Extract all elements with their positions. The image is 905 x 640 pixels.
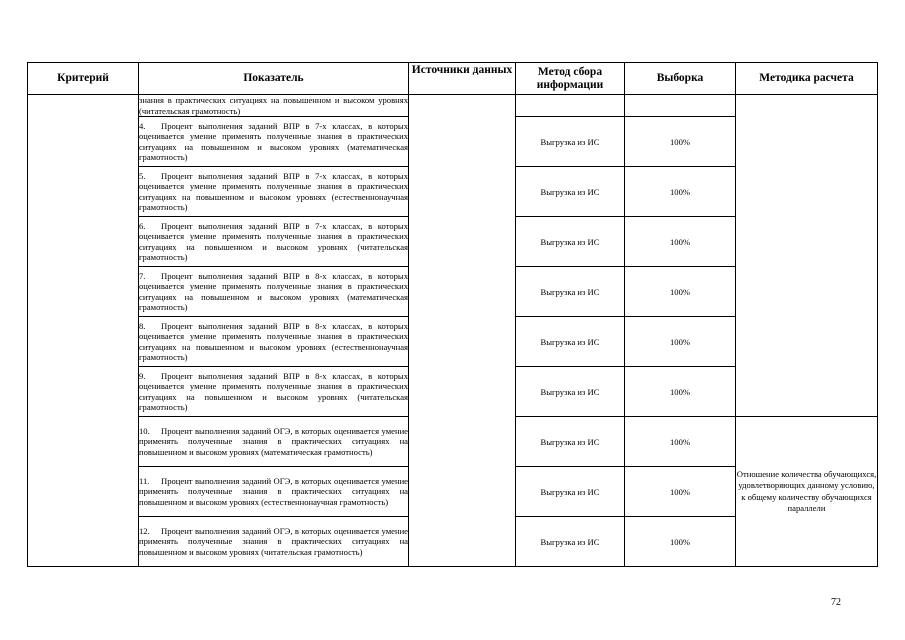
method-cell: Выгрузка из ИС (516, 117, 625, 167)
indicators-table (27, 62, 878, 567)
indicator-text: Процент выполнения заданий ОГЭ, в которых оценивается умение применять полученные знания в практических ситуациях на повышенном и высоком уровнях (читательская грамотность) (139, 526, 408, 557)
indicator-text: Процент выполнения заданий ВПР в 7-х классах, в которых оценивается умение применять полученные знания в практических ситуациях на повышенном и высоком уровнях (математическая грамотность) (139, 121, 408, 162)
method-cell: Выгрузка из ИС (516, 417, 625, 467)
indicator-cell (139, 267, 409, 317)
indicator-text: Процент выполнения заданий ОГЭ, в которых оценивается умение применять полученные знания в практических ситуациях на повышенном и высоком уровнях (естественнонаучная грамотность) (139, 476, 408, 507)
indicator-cell (139, 117, 409, 167)
method-cell: Выгрузка из ИС (516, 217, 625, 267)
table-header-row (28, 63, 878, 95)
method-cell: Выгрузка из ИС (516, 317, 625, 367)
method-cell: Выгрузка из ИС (516, 167, 625, 217)
method-cell (516, 95, 625, 117)
indicator-cell (139, 167, 409, 217)
method-cell: Выгрузка из ИС (516, 517, 625, 567)
sample-cell: 100% (625, 167, 736, 217)
indicator-number: 7. (139, 271, 146, 282)
indicator-text: Процент выполнения заданий ВПР в 7-х классах, в которых оценивается умение применять полученные знания в практических ситуациях на повышенном и высоком уровнях (читательская грамотность) (139, 221, 408, 262)
sample-cell: 100% (625, 117, 736, 167)
indicator-cell (139, 467, 409, 517)
indicator-cell (139, 367, 409, 417)
indicator-text: Процент выполнения заданий ВПР в 7-х классах, в которых оценивается умение применять полученные знания в практических ситуациях на повышенном и высоком уровнях (естественнонаучная грамотность) (139, 171, 408, 212)
header-calc: Методика расчета (736, 63, 878, 95)
indicator-number: 4. (139, 121, 146, 132)
header-sample: Выборка (625, 63, 736, 95)
method-cell: Выгрузка из ИС (516, 267, 625, 317)
calc-formula-cell: Отношение количества обучающихся, удовлетворяющих данному условию, к общему количеству обучающихся параллели (736, 417, 878, 567)
indicator-text: Процент выполнения заданий ОГЭ, в которых оценивается умение применять полученные знания в практических ситуациях на повышенном и высоком уровнях (математическая грамотность) (139, 426, 408, 457)
method-cell: Выгрузка из ИС (516, 367, 625, 417)
indicator-text: Процент выполнения заданий ВПР в 8-х классах, в которых оценивается умение применять полученные знания в практических ситуациях на повышенном и высоком уровнях (математическая грамотность) (139, 271, 408, 312)
indicator-cell (139, 417, 409, 467)
criterion-cell (28, 95, 139, 567)
header-indicator: Показатель (139, 63, 409, 95)
method-cell: Выгрузка из ИС (516, 467, 625, 517)
indicator-cell: знания в практических ситуациях на повышенном и высоком уровнях (читательская грамотность) (139, 95, 408, 116)
header-method: Метод сбора информации (516, 63, 625, 95)
page-number: 72 (831, 597, 841, 608)
indicator-text: Процент выполнения заданий ВПР в 8-х классах, в которых оценивается умение применять полученные знания в практических ситуациях на повышенном и высоком уровнях (естественнонаучная грамотность) (139, 321, 408, 362)
sample-cell: 100% (625, 517, 736, 567)
indicator-number: 9. (139, 371, 146, 382)
indicator-number: 5. (139, 171, 146, 182)
header-criterion: Критерий (28, 63, 139, 95)
indicator-text: Процент выполнения заданий ВПР в 8-х классах, в которых оценивается умение применять полученные знания в практических ситуациях на повышенном и высоком уровнях (читательская грамотность) (139, 371, 408, 412)
header-sources: Источники данных (409, 63, 516, 95)
sample-cell: 100% (625, 417, 736, 467)
sample-cell: 100% (625, 317, 736, 367)
indicator-cell (139, 517, 409, 567)
table-row (28, 95, 878, 117)
sample-cell: 100% (625, 367, 736, 417)
sources-cell (409, 95, 516, 567)
sample-cell (625, 95, 736, 117)
indicator-cell (139, 317, 409, 367)
calc-cell-empty (736, 95, 878, 417)
sample-cell: 100% (625, 267, 736, 317)
indicator-number: 12. (139, 526, 150, 537)
indicator-number: 10. (139, 426, 150, 437)
indicator-number: 11. (139, 476, 150, 487)
indicator-cell (139, 217, 409, 267)
sample-cell: 100% (625, 467, 736, 517)
indicator-number: 8. (139, 321, 146, 332)
sample-cell: 100% (625, 217, 736, 267)
indicator-number: 6. (139, 221, 146, 232)
